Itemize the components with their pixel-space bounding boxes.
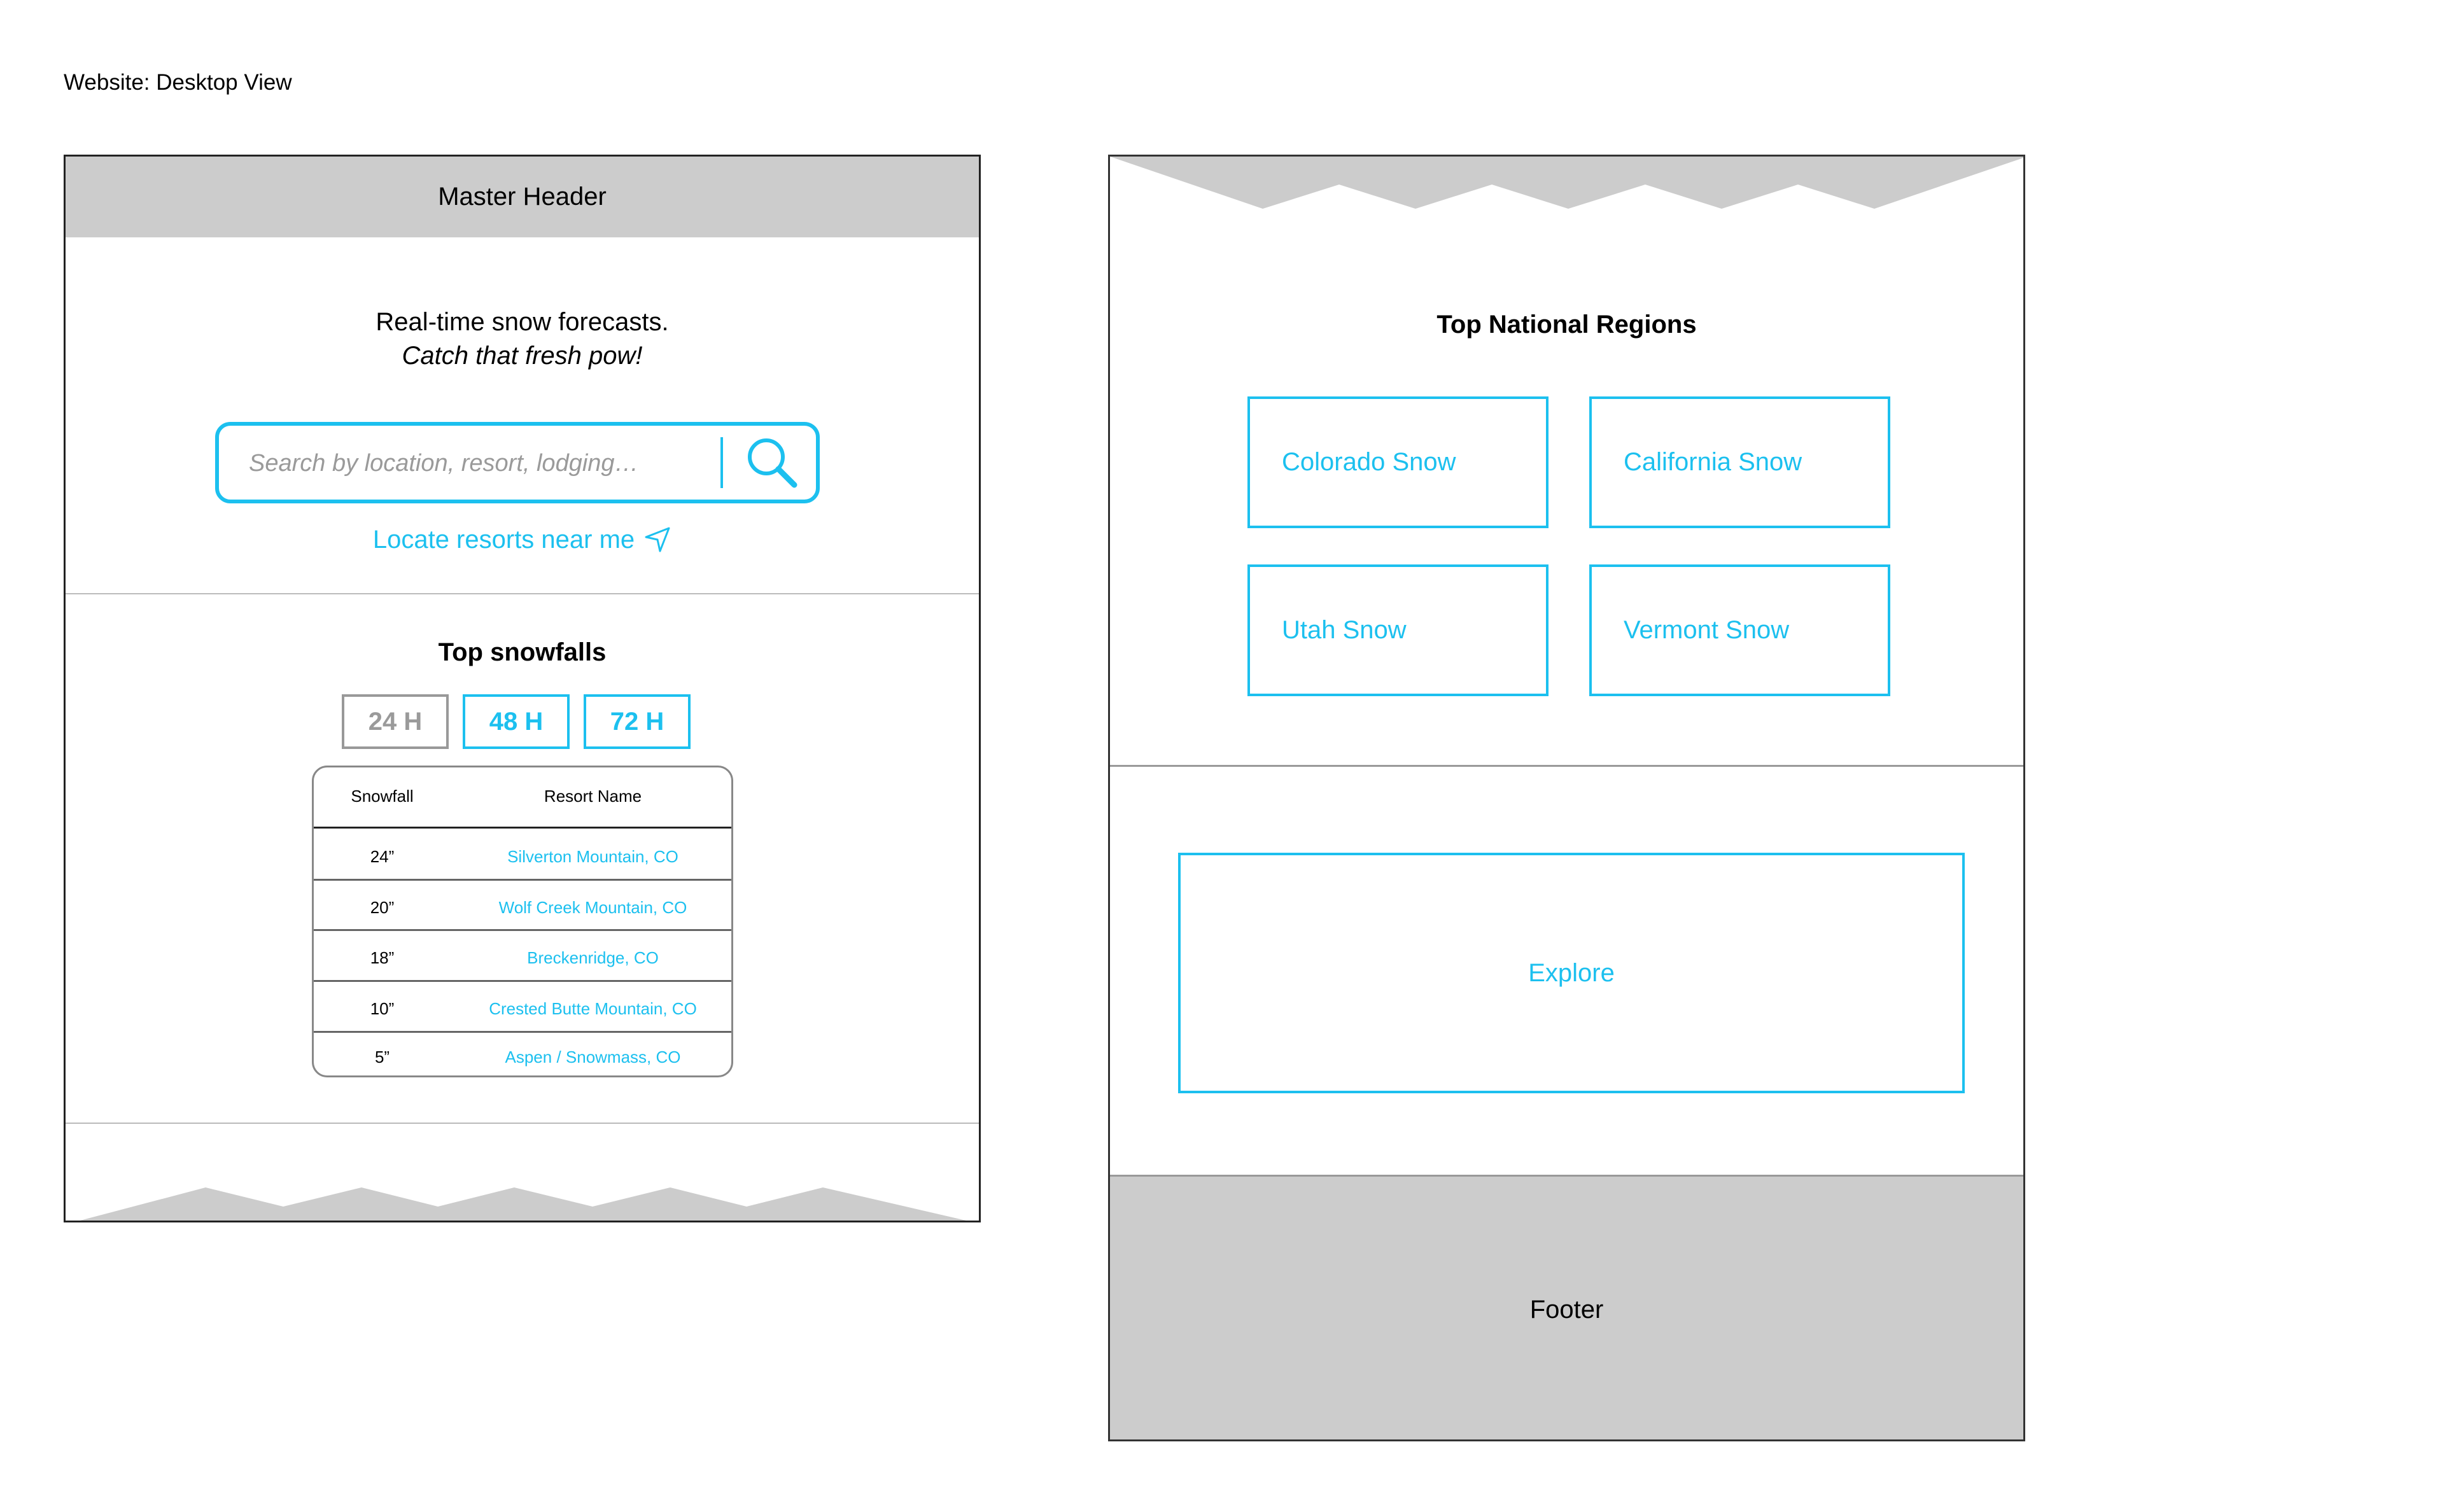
regions-title: Top National Regions <box>1436 311 1697 339</box>
explore-button[interactable]: Explore <box>1178 853 1965 1093</box>
row-divider <box>314 1031 731 1033</box>
desktop-frame-bottom <box>1108 155 2025 1441</box>
region-card-california[interactable]: California Snow <box>1589 396 1890 528</box>
locate-resorts-label: Locate resorts near me <box>372 525 635 554</box>
page-label: Website: Desktop View <box>64 70 292 95</box>
tab-72h[interactable]: 72 H <box>584 694 691 749</box>
resort-link[interactable]: Wolf Creek Mountain, CO <box>498 898 687 917</box>
search-bar <box>215 422 820 503</box>
tab-24h[interactable]: 24 H <box>342 694 449 749</box>
footer: Footer <box>1110 1175 2023 1441</box>
region-card-colorado[interactable]: Colorado Snow <box>1247 396 1549 528</box>
table-header <box>314 767 731 829</box>
desktop-frame-top <box>64 155 981 1222</box>
resort-link[interactable]: Breckenridge, CO <box>527 948 659 967</box>
snowfall-value: 24” <box>370 847 395 866</box>
row-divider <box>314 929 731 931</box>
tab-48h[interactable]: 48 H <box>463 694 570 749</box>
torn-edge-top <box>1110 157 2025 214</box>
hero-tagline: Catch that fresh pow! <box>402 342 643 370</box>
resort-link[interactable]: Crested Butte Mountain, CO <box>489 999 697 1018</box>
section-divider <box>66 593 979 594</box>
search-button[interactable] <box>741 433 803 492</box>
hero-headline: Real-time snow forecasts. <box>376 308 669 336</box>
snowfall-value: 18” <box>370 948 395 967</box>
torn-edge-bottom <box>66 1162 981 1222</box>
resort-link[interactable]: Aspen / Snowmass, CO <box>505 1047 681 1067</box>
column-header-resort: Resort Name <box>544 787 642 806</box>
locate-resorts-link[interactable] <box>66 524 979 554</box>
master-header: Master Header <box>66 157 979 237</box>
snowfall-value: 10” <box>370 999 395 1018</box>
region-card-utah[interactable]: Utah Snow <box>1247 564 1549 696</box>
top-snowfalls-title: Top snowfalls <box>438 638 607 666</box>
section-divider <box>66 1123 979 1124</box>
resort-link[interactable]: Silverton Mountain, CO <box>507 847 678 866</box>
row-divider <box>314 879 731 881</box>
snowfall-value: 5” <box>374 1047 390 1067</box>
navigation-arrow-icon <box>643 526 671 554</box>
search-divider <box>720 437 723 488</box>
snowfall-table <box>312 766 733 1077</box>
search-icon <box>743 434 801 491</box>
snowfall-value: 20” <box>370 898 395 917</box>
search-input[interactable] <box>248 426 708 501</box>
row-divider <box>314 980 731 982</box>
region-card-vermont[interactable]: Vermont Snow <box>1589 564 1890 696</box>
column-header-snowfall: Snowfall <box>351 787 414 806</box>
section-divider <box>1110 765 2023 767</box>
